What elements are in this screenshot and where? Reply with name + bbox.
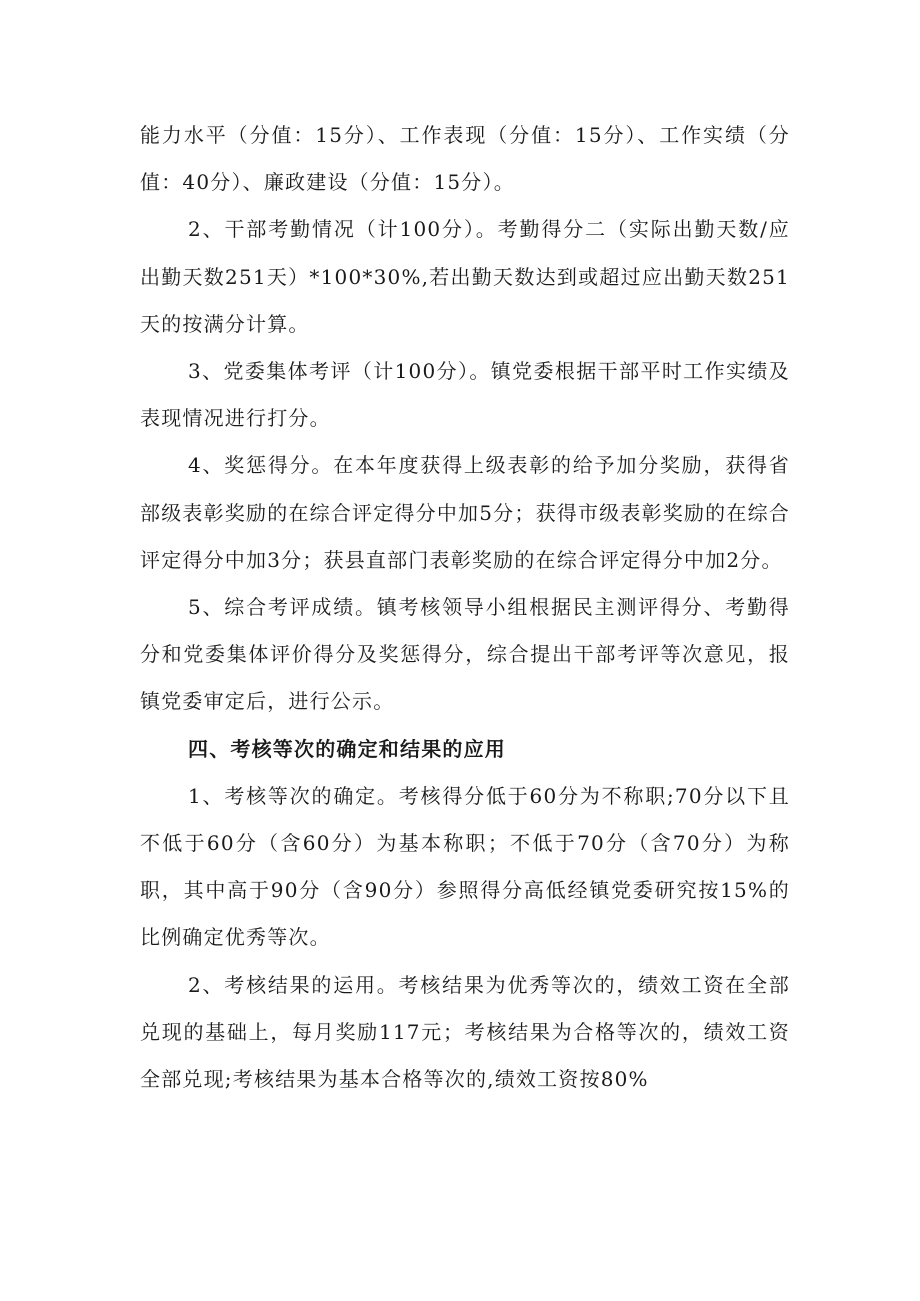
section-heading: 四、考核等次的确定和结果的应用 [188, 736, 506, 761]
paragraph-result-application: 2、考核结果的运用。考核结果为优秀等次的，绩效工资在全部兑现的基础上，每月奖励117元；考核结果为合格等次的，绩效工资全部兑现;考核结果为基本合格等次的,绩效工资按80% [140, 972, 790, 1092]
paragraph-score-items: 能力水平（分值：15分）、工作表现（分值：15分）、工作实绩（分值：40分）、廉政建设（分值：15分）。 [140, 123, 790, 195]
paragraph-rewards: 4、奖惩得分。在本年度获得上级表彰的给予加分奖励，获得省部级表彰奖励的在综合评定得分中加5分；获得市级表彰奖励的在综合评定得分中加3分；获县直部门表彰奖励的在综合评定得分中加2分。 [140, 453, 790, 572]
document-body [140, 112, 790, 1103]
paragraph-overall-score: 5、综合考评成绩。镇考核领导小组根据民主测评得分、考勤得分和党委集体评价得分及奖惩得分，综合提出干部考评等次意见，报镇党委审定后，进行公示。 [140, 595, 790, 714]
paragraph-attendance: 2、干部考勤情况（计100分）。考勤得分二（实际出勤天数/应出勤天数251天）*100*30%,若出勤天数达到或超过应出勤天数251天的按满分计算。 [140, 217, 790, 336]
paragraph-grade-determination: 1、考核等次的确定。考核得分低于60分为不称职;70分以下且不低于60分（含60分）为基本称职；不低于70分（含70分）为称职，其中高于90分（含90分）参照得分高低经镇党委研究按15%的比例确定优秀等次。 [140, 783, 790, 950]
paragraph-party-evaluation: 3、党委集体考评（计100分）。镇党委根据干部平时工作实绩及表现情况进行打分。 [140, 359, 790, 431]
